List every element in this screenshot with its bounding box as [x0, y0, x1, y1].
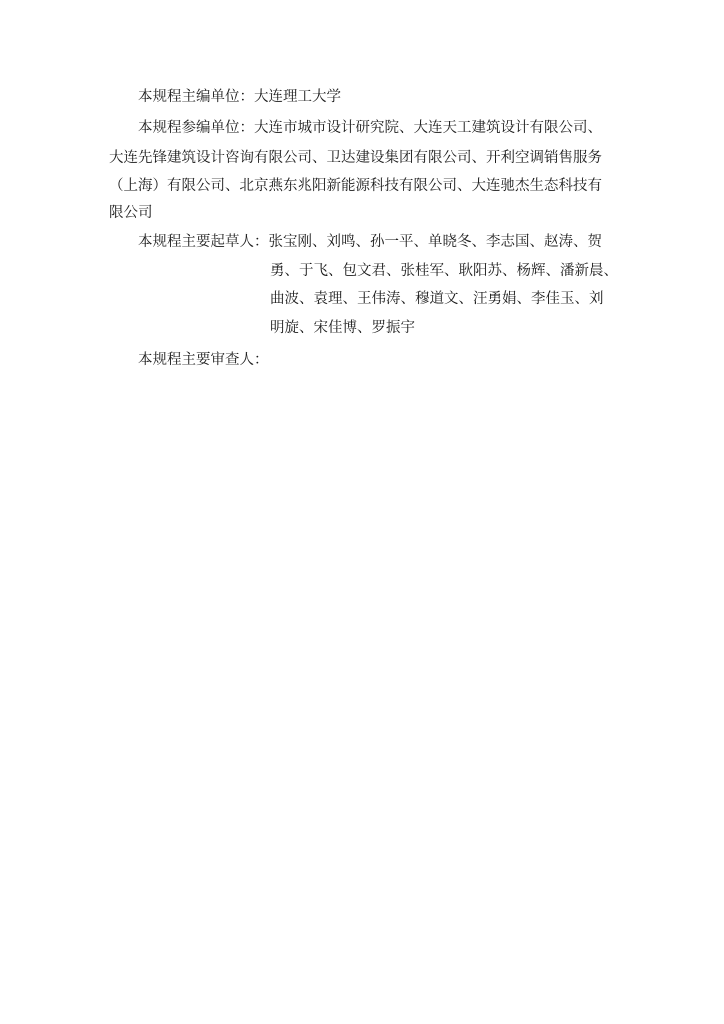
- chief-editor-unit: 本规程主编单位：大连理工大学: [138, 89, 341, 105]
- main-drafters-line-4: 明旋、宋佳博、罗振宇: [270, 320, 415, 336]
- participating-units-line-1: 本规程参编单位：大连市城市设计研究院、大连天工建筑设计有限公司、: [138, 120, 602, 136]
- main-drafters-line-2: 勇、于飞、包文君、张桂军、耿阳苏、杨辉、潘新晨、: [270, 263, 618, 279]
- main-drafters-line-3: 曲波、袁理、王伟涛、穆道文、汪勇娟、李佳玉、刘: [270, 291, 604, 307]
- main-reviewers: 本规程主要审查人：: [138, 352, 269, 368]
- participating-units-line-4: 限公司: [109, 205, 153, 221]
- main-drafters-line-1: 本规程主要起草人：张宝刚、刘鸣、孙一平、单晓冬、李志国、赵涛、贺: [138, 234, 602, 250]
- participating-units-line-2: 大连先锋建筑设计咨询有限公司、卫达建设集团有限公司、开利空调销售服务: [109, 150, 602, 166]
- participating-units-line-3: （上海）有限公司、北京燕东兆阳新能源科技有限公司、大连驰杰生态科技有: [109, 178, 602, 194]
